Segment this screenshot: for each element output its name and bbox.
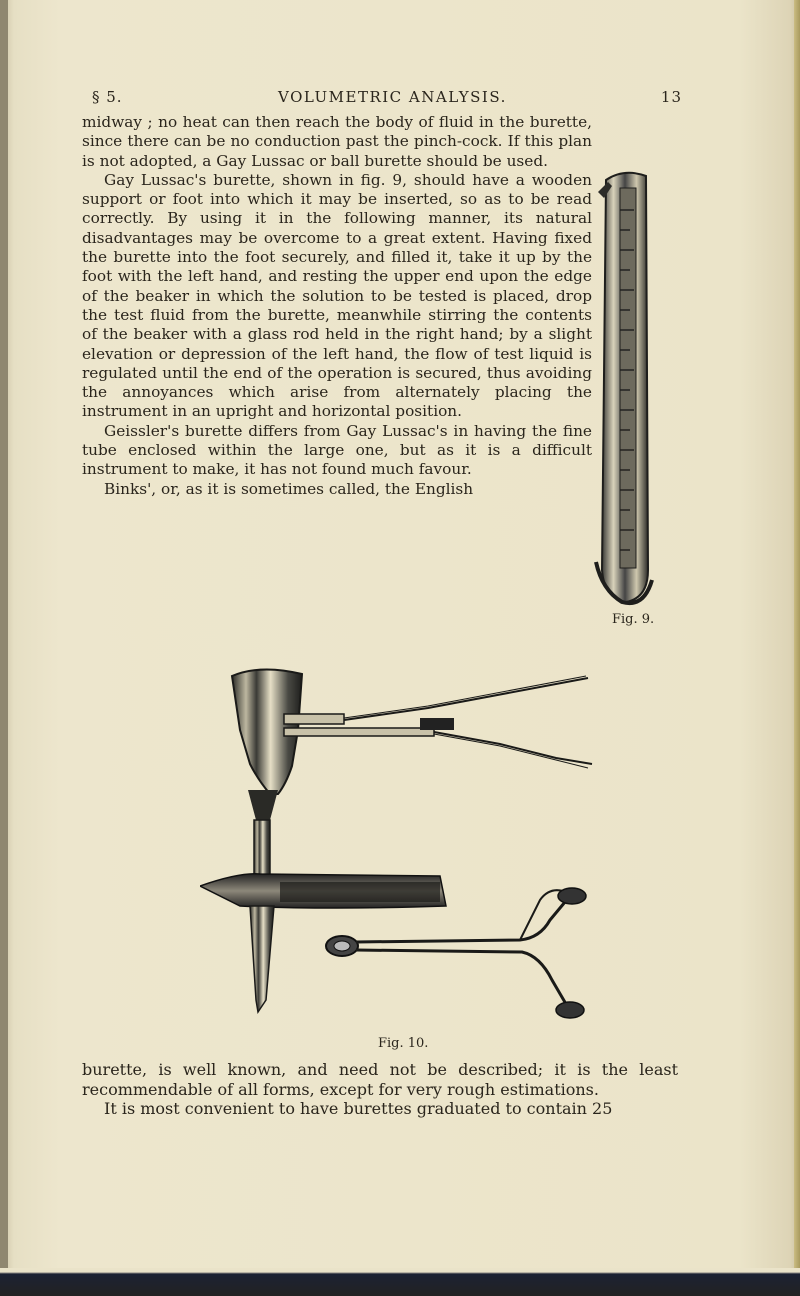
- section-mark: § 5.: [92, 88, 123, 106]
- binks-burette-illustration: [200, 660, 610, 1030]
- continued-text: [82, 1060, 678, 1119]
- page-number: 13: [660, 88, 682, 106]
- gay-lussac-burette-illustration: [594, 170, 654, 612]
- paragraph: burette, is well known, and need not be described; it is the least recommendable of all forms, except for very rough estimations.: [82, 1060, 678, 1099]
- page-left-edge: [0, 0, 8, 1296]
- page-right-edge: [794, 0, 800, 1296]
- scan-bottom-edge: [0, 1268, 800, 1296]
- paragraph: Geissler's burette differs from Gay Lussac's in having the fine tube enclosed within the large one, but as it is a difficult instrument to make, it has not found much favour.: [82, 421, 592, 479]
- main-text: [82, 113, 592, 499]
- running-title: VOLUMETRIC ANALYSIS.: [278, 88, 507, 106]
- figure-10-caption: Fig. 10.: [378, 1036, 429, 1051]
- paragraph: Binks', or, as it is sometimes called, the English: [104, 479, 474, 498]
- paragraph: midway ; no heat can then reach the body of fluid in the burette, since there can be no conduction past the pinch-cock. If this plan is not adopted, a Gay Lussac or ball burette should be used.: [82, 113, 592, 170]
- running-header: [92, 88, 682, 112]
- paragraph: It is most convenient to have burettes graduated to contain 25: [104, 1099, 613, 1118]
- paragraph: Gay Lussac's burette, shown in fig. 9, should have a wooden support or foot into which it may be inserted, so as to be read correctly. By using it in the following manner, its natural disadvantages may be overcome to a great extent. Having fixed the burette into the foot securely, and filled it, take it up by the foot with the left hand, and resting the upper end upon the edge of the beaker in which the solution to be tested is placed, drop the test fluid from the burette, meanwhile stirring the contents of the beaker with a glass rod held in the right hand; by a slight elevation or depression of the left hand, the flow of test liquid is regulated until the end of the operation is secured, thus avoiding the annoyances which arise from alternately placing the instrument in an upright and horizontal position.: [82, 170, 592, 421]
- figure-9-caption: Fig. 9.: [612, 612, 655, 627]
